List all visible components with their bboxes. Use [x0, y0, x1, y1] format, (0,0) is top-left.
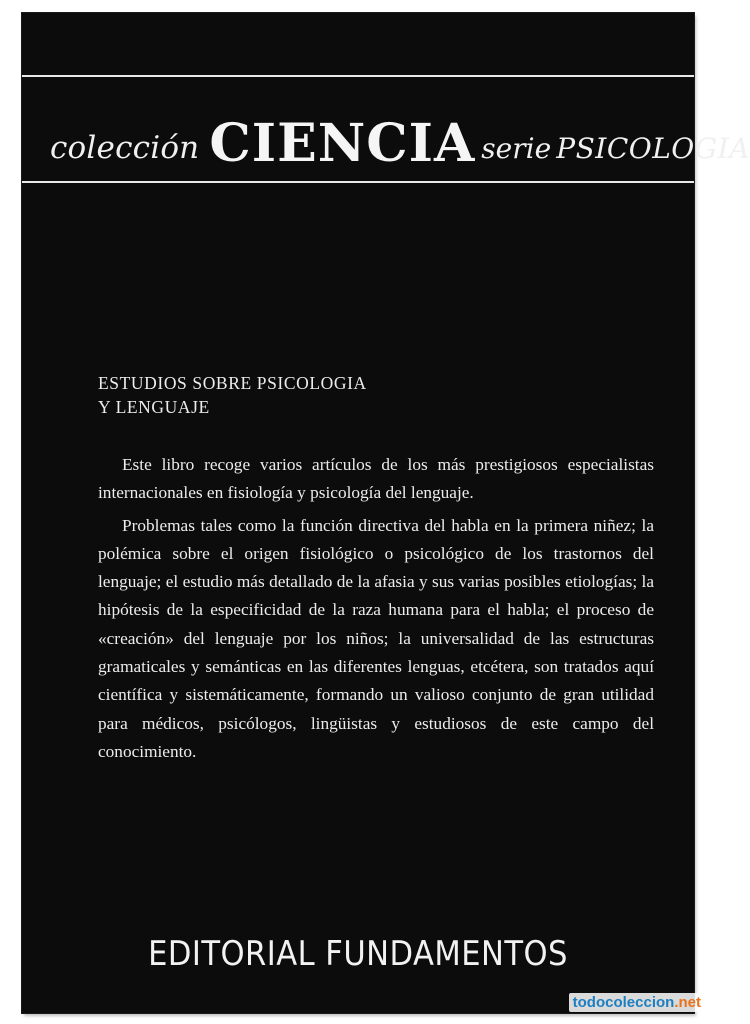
publisher-name: EDITORIAL FUNDAMENTOS — [148, 934, 568, 974]
header-top-rule — [22, 75, 694, 77]
cover-panel — [22, 13, 750, 1013]
description-paragraph-1: Este libro recoge varios artículos de los más prestigiosos especialistas internacionales en fisiología y psicología del lenguaje. — [98, 455, 654, 503]
description-paragraph-2: Problemas tales como la función directiva del habla en la primera niñez; la polémica sobre el origen fisiológico o psicológico de los trastornos del lenguaje; el estudio más detallado de la afasia y sus varias posibles etiologías; la hipótesis de la especificidad de la raza humana para el habla; el proceso de «creación» del lenguaje por los niños; la universalidad de las estructuras gramaticales y semánticas en las diferentes lenguas, etcétera, son tratados aquí científica y sistemáticamente, formando un valioso conjunto de gran utilidad para médicos, psicólogos, lingüistas y estudiosos de este campo del conocimiento. — [98, 515, 654, 761]
watermark-prefix: todocoleccion — [572, 994, 675, 1011]
description-body — [98, 451, 654, 766]
watermark-suffix: .net — [674, 994, 701, 1011]
book-title-line-2: Y LENGUAJE — [98, 397, 210, 417]
serie-label: serie — [481, 132, 552, 165]
book-title — [98, 371, 367, 419]
book-title-line-1: ESTUDIOS SOBRE PSICOLOGIA — [98, 373, 367, 393]
coleccion-label: colección — [50, 130, 200, 166]
header-bottom-rule — [22, 181, 694, 183]
ciencia-label: CIENCIA — [209, 113, 476, 174]
collection-header — [50, 113, 750, 174]
psicologia-label: PSICOLOGIA — [556, 132, 750, 165]
watermark — [569, 993, 705, 1012]
